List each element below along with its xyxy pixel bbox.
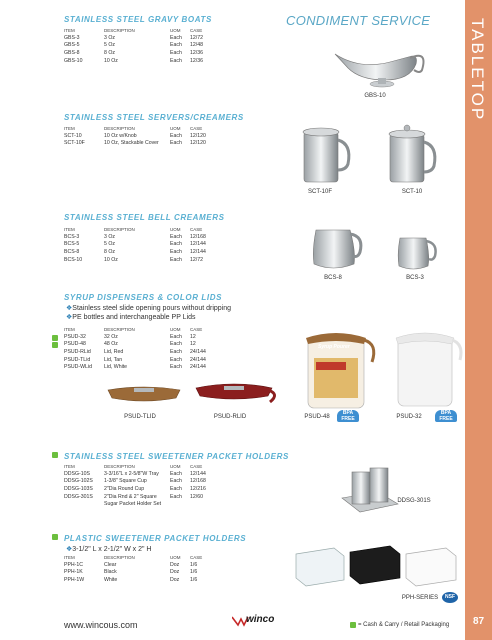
side-tab — [465, 0, 492, 640]
table-cell: Each — [170, 493, 182, 500]
table-cell: DDSG-102S — [64, 478, 93, 485]
bell-caption-1: BCS-8 — [324, 275, 342, 281]
table-cell: 10 Oz — [104, 57, 118, 64]
syrup-caption-rlid: PSUD-RLID — [213, 414, 247, 420]
table-cell: PSUD-48 — [64, 341, 86, 348]
table-cell: Sugar Packet Holder Set — [104, 501, 162, 508]
server-caption-1: SCT-10F — [307, 189, 332, 195]
table-header-cell: UOM — [170, 327, 181, 332]
table-cell: 12 — [190, 341, 196, 348]
red-lid-image — [192, 376, 278, 408]
table-cell: SCT-10F — [64, 140, 85, 147]
table-row — [64, 561, 202, 569]
table-header-cell: CASE — [190, 464, 203, 469]
bag-icon — [52, 534, 58, 540]
table-cell: BCS-8 — [64, 248, 80, 255]
table-cell — [190, 500, 206, 508]
table-header-cell: UOM — [170, 227, 181, 232]
table-row — [64, 49, 203, 57]
table-cell: Each — [170, 485, 182, 492]
table-cell: Each — [170, 34, 182, 41]
table-header-cell: CASE — [190, 555, 203, 560]
plastic-caption: PPH-SERIES — [401, 595, 439, 601]
syrup-caption-48: PSUD-48 — [304, 414, 330, 420]
plastic-table — [64, 555, 202, 584]
category-title: CONDIMENT SERVICE — [286, 13, 431, 28]
table-cell: DDSG-10S — [64, 470, 90, 477]
table-cell: DDSG-103S — [64, 485, 93, 492]
table-row — [64, 256, 206, 264]
table-row — [64, 478, 206, 486]
table-row — [64, 333, 206, 341]
table-row — [64, 57, 203, 65]
table-cell: 48 Oz — [104, 341, 118, 348]
table-cell: DDSG-301S — [64, 493, 93, 500]
table-cell: 5 Oz — [104, 42, 115, 49]
table-cell: Black — [104, 569, 117, 576]
table-cell: PPH-1W — [64, 576, 85, 583]
table-cell: 12/72 — [190, 256, 203, 263]
syrup-table — [64, 327, 206, 371]
table-cell: Each — [170, 333, 182, 340]
table-cell: 3 Oz — [104, 233, 115, 240]
plastic-section-title: PLASTIC SWEETENER PACKET HOLDERS — [64, 534, 247, 543]
table-row — [64, 356, 206, 364]
table-row — [64, 493, 206, 501]
table-cell: 12/48 — [190, 42, 203, 49]
table-cell: Clear — [104, 561, 117, 568]
table-cell: 1/6 — [190, 561, 198, 568]
table-row — [64, 241, 206, 249]
table-header-cell: UOM — [170, 126, 181, 131]
table-cell: 2"Dia Rnd & 2" Square — [104, 493, 157, 500]
table-cell: Each — [170, 140, 182, 147]
gravy-table — [64, 28, 203, 64]
table-cell: 1/6 — [190, 569, 198, 576]
table-cell: Lid, Red — [104, 348, 124, 355]
table-cell: Each — [170, 233, 182, 240]
table-cell: Each — [170, 248, 182, 255]
table-header-cell: DESCRIPTION — [104, 227, 135, 232]
table-cell: 1-3/8" Square Cup — [104, 478, 147, 485]
page-number: 87 — [472, 616, 485, 627]
table-header-cell: DESCRIPTION — [104, 464, 135, 469]
syrup-section-title: SYRUP DISPENSERS & COLOR LIDS — [64, 293, 223, 302]
server-sct10-image — [382, 118, 440, 186]
syrup-feature-1: ❖ Stainless steel slide opening pours without dripping — [66, 304, 231, 312]
table-cell: Each — [170, 132, 182, 139]
bag-icon — [52, 342, 58, 348]
table-cell: 10 Oz — [104, 256, 118, 263]
table-cell: 12/36 — [190, 49, 203, 56]
table-row — [64, 363, 206, 371]
tan-lid-image — [104, 380, 184, 408]
table-row — [64, 42, 203, 50]
table-cell: 12/216 — [190, 485, 206, 492]
table-cell: 32 Oz — [104, 333, 118, 340]
bag-icon — [52, 452, 58, 458]
table-cell: White — [104, 576, 118, 583]
table-cell: Lid, White — [104, 364, 128, 371]
table-row — [64, 500, 206, 508]
table-header-cell: ITEM — [64, 227, 75, 232]
table-row — [64, 341, 206, 349]
bell-caption-2: BCS-3 — [406, 275, 424, 281]
table-cell: GBS-10 — [64, 57, 83, 64]
table-cell: Each — [170, 341, 182, 348]
table-cell: SCT-10 — [64, 132, 82, 139]
table-header-cell: DESCRIPTION — [104, 555, 135, 560]
syrup-dispenser-32-image — [392, 326, 464, 410]
table-cell: 8 Oz — [104, 49, 115, 56]
table-row — [64, 470, 206, 478]
footer-url[interactable]: www.wincous.com — [64, 620, 138, 630]
table-header-cell: DESCRIPTION — [104, 327, 135, 332]
table-cell: 12/144 — [190, 248, 206, 255]
table-row — [64, 233, 206, 241]
table-cell: Each — [170, 356, 182, 363]
header-case: CASE — [190, 28, 203, 33]
table-cell — [170, 500, 190, 508]
table-cell: Each — [170, 57, 182, 64]
syrup-label-text: Syrup Pourer — [318, 344, 350, 350]
table-cell: 24/144 — [190, 356, 206, 363]
table-cell: 24/144 — [190, 348, 206, 355]
table-cell: PPH-1K — [64, 569, 83, 576]
bell-table — [64, 227, 206, 263]
plastic-holders-image — [292, 532, 462, 592]
table-row — [64, 140, 206, 148]
table-header-cell: ITEM — [64, 555, 75, 560]
table-cell: 10 Oz, Stackable Cover — [104, 140, 159, 147]
plastic-feature-1: ❖ 3-1/2" L x 2-1/2" W x 2" H — [66, 545, 151, 553]
table-cell: GBS-8 — [64, 49, 80, 56]
servers-section-title: STAINLESS STEEL SERVERS/CREAMERS — [64, 113, 244, 122]
bag-icon — [350, 622, 356, 628]
table-cell: BCS-10 — [64, 256, 83, 263]
sweetener-caption: DDSG-301S — [397, 498, 431, 504]
bell-section-title: STAINLESS STEEL BELL CREAMERS — [64, 213, 225, 222]
table-cell: 2"Dia Round Cup — [104, 485, 145, 492]
table-header-cell: ITEM — [64, 327, 75, 332]
table-cell: Each — [170, 42, 182, 49]
table-row — [64, 569, 202, 577]
bag-icon — [52, 335, 58, 341]
gravy-boat-image — [330, 40, 430, 92]
gravy-caption: GBS-10 — [364, 93, 386, 99]
table-row — [64, 576, 202, 584]
table-cell — [64, 500, 104, 508]
table-header-cell: UOM — [170, 464, 181, 469]
table-cell: 12/168 — [190, 478, 206, 485]
table-header-cell: DESCRIPTION — [104, 126, 135, 131]
table-header-cell: ITEM — [64, 464, 75, 469]
table-cell: Each — [170, 348, 182, 355]
server-sct10f-image — [296, 118, 354, 186]
table-cell: Doz — [170, 561, 180, 568]
table-cell: GBS-3 — [64, 34, 80, 41]
table-cell: Doz — [170, 576, 180, 583]
table-cell: 8 Oz — [104, 248, 115, 255]
side-tab-label: TABLETOP — [468, 18, 487, 122]
table-cell: 12/120 — [190, 140, 206, 147]
table-cell: 12 — [190, 333, 196, 340]
sweetener-table — [64, 464, 206, 508]
servers-table — [64, 126, 206, 147]
sweetener-holder-set-image — [338, 458, 402, 522]
winco-logo — [232, 614, 275, 626]
logo-text: winco — [246, 614, 275, 625]
table-cell: Each — [170, 478, 182, 485]
table-row — [64, 248, 206, 256]
table-cell: 5 Oz — [104, 241, 115, 248]
table-header-cell: CASE — [190, 126, 203, 131]
table-header-cell: UOM — [170, 555, 181, 560]
table-cell: Each — [170, 49, 182, 56]
sweetener-section-title: STAINLESS STEEL SWEETENER PACKET HOLDERS — [64, 452, 289, 461]
syrup-caption-tlid: PSUD-TLID — [124, 414, 156, 420]
table-cell: BCS-5 — [64, 241, 80, 248]
table-row — [64, 132, 206, 140]
table-cell: Each — [170, 364, 182, 371]
table-cell: 1/6 — [190, 576, 198, 583]
table-cell: 12/144 — [190, 241, 206, 248]
table-cell: 12/168 — [190, 233, 206, 240]
table-cell: Each — [170, 241, 182, 248]
table-cell: Lid, Tan — [104, 356, 123, 363]
table-cell: 12/120 — [190, 132, 206, 139]
table-row — [64, 485, 206, 493]
table-cell: Each — [170, 470, 182, 477]
bpa-free-badge: BPA FREE — [337, 410, 359, 422]
table-cell: PPH-1C — [64, 561, 84, 568]
table-header-cell: ITEM — [64, 126, 75, 131]
table-cell: PSUD-TLid — [64, 356, 91, 363]
table-row — [64, 34, 203, 42]
nsf-badge: NSF — [442, 592, 458, 603]
server-caption-2: SCT-10 — [401, 189, 423, 195]
table-cell: 12/144 — [190, 470, 206, 477]
gravy-section-title: STAINLESS STEEL GRAVY BOATS — [64, 15, 212, 24]
syrup-caption-32: PSUD-32 — [396, 414, 422, 420]
table-cell: 10 Oz w/Knob — [104, 132, 137, 139]
table-cell: PSUD-WLid — [64, 364, 92, 371]
table-cell: 3-3/16"L x 2-5/8"W Tray — [104, 470, 159, 477]
table-cell: 12/60 — [190, 493, 203, 500]
table-cell: Doz — [170, 569, 180, 576]
bell-creamer-bcs3-image — [392, 232, 440, 274]
table-cell: 24/144 — [190, 364, 206, 371]
table-cell: 3 Oz — [104, 34, 115, 41]
table-cell: GBS-5 — [64, 42, 80, 49]
syrup-dispenser-48-image — [300, 328, 380, 412]
table-header-cell: CASE — [190, 327, 203, 332]
table-cell: BCS-3 — [64, 233, 80, 240]
header-description: DESCRIPTION — [104, 28, 135, 33]
bpa-free-badge: BPA FREE — [435, 410, 457, 422]
footer-legend: = Cash & Carry / Retail Packaging — [358, 622, 450, 628]
syrup-feature-2: ❖ PE bottles and interchangeable PP Lids — [66, 313, 196, 321]
table-cell: Each — [170, 256, 182, 263]
header-uom: UOM — [170, 28, 181, 33]
table-cell: 12/36 — [190, 57, 203, 64]
table-row — [64, 348, 206, 356]
bell-creamer-bcs8-image — [306, 222, 366, 274]
table-cell: 12/72 — [190, 34, 203, 41]
table-cell: PSUD-RLid — [64, 348, 91, 355]
table-header-cell: CASE — [190, 227, 203, 232]
table-cell: PSUD-32 — [64, 333, 86, 340]
header-item: ITEM — [64, 28, 75, 33]
